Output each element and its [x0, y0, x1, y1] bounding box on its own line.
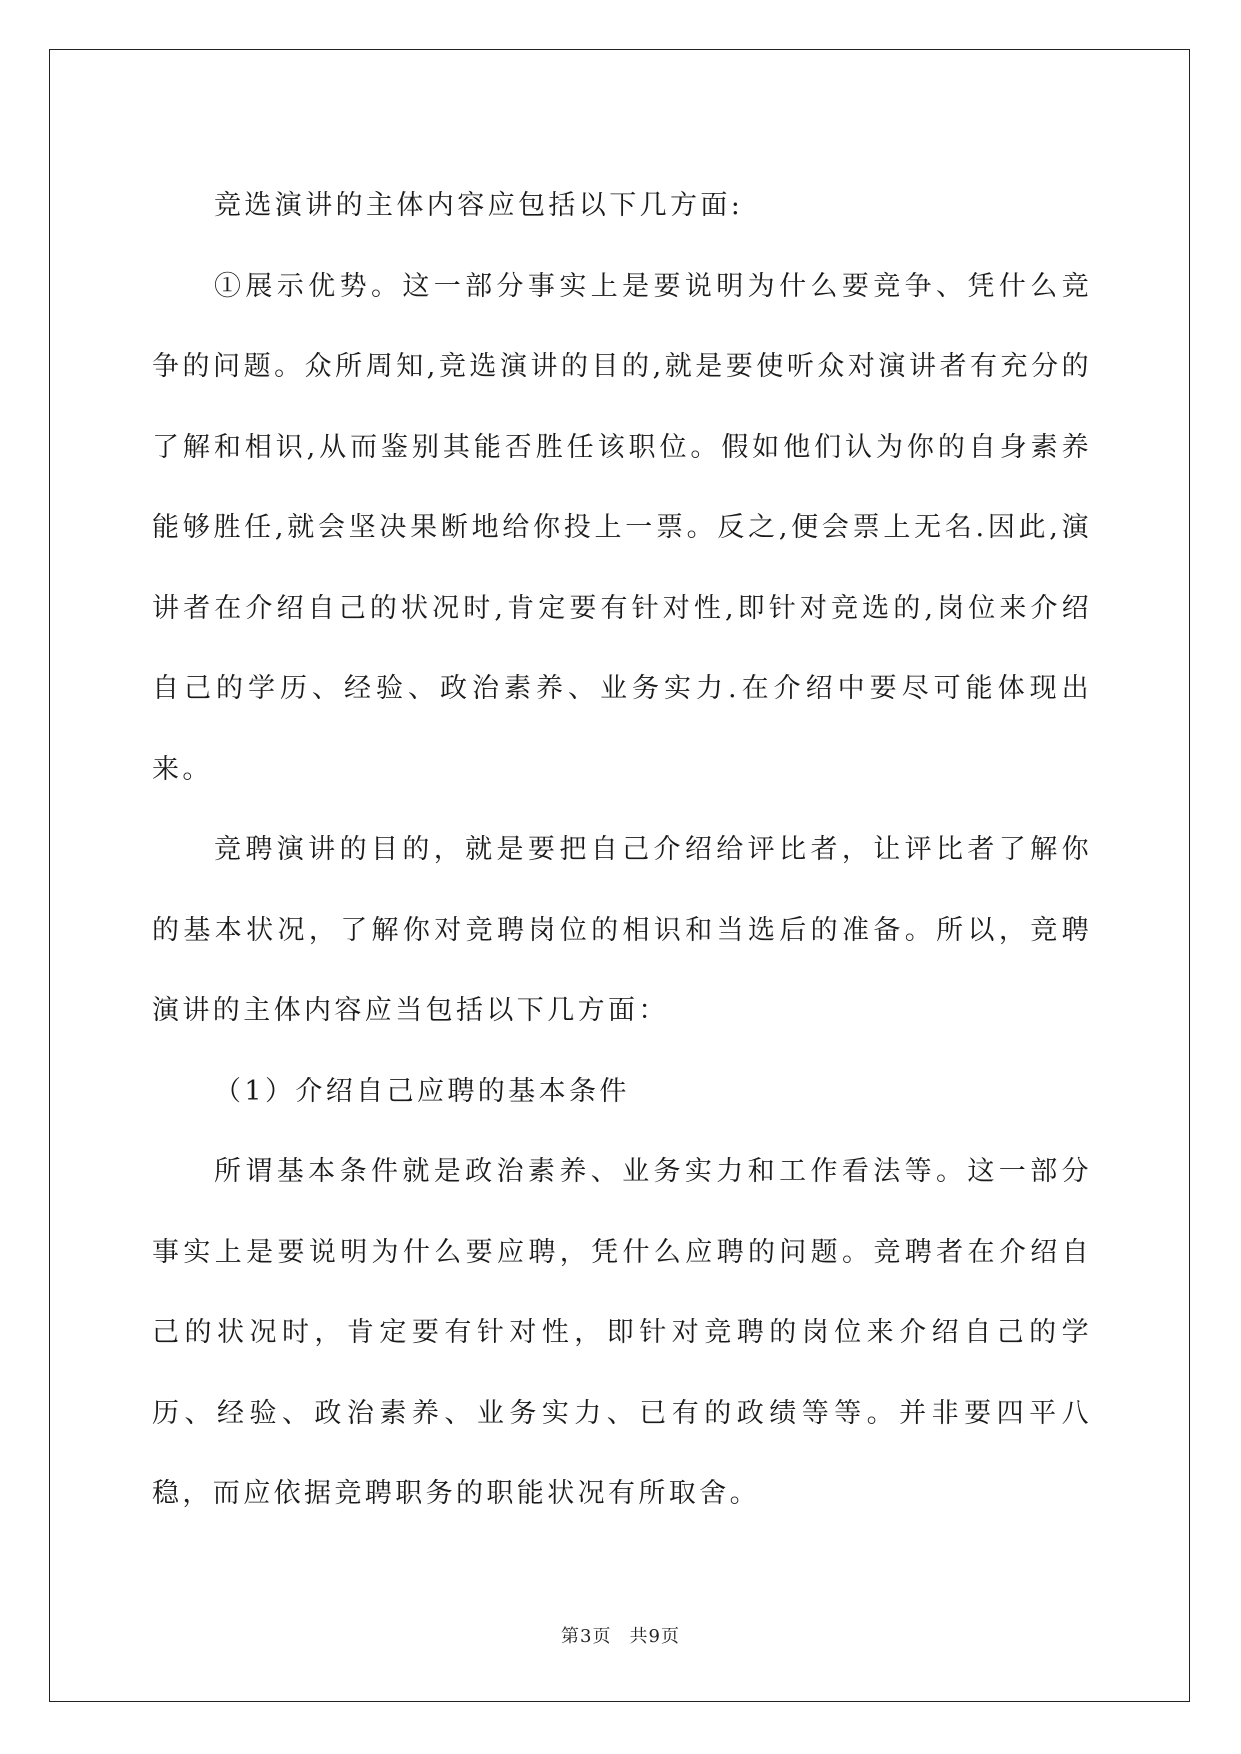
document-body — [152, 164, 1092, 1535]
page-footer — [0, 1622, 1241, 1648]
page-number-total: 共9页 — [629, 1626, 680, 1647]
paragraph-basic-conditions: 所谓基本条件就是政治素养、业务实力和工作看法等。这一部分事实上是要说明为什么要应聘，凭什么应聘的问题。竞聘者在介绍自己的状况时，肯定要有针对性，即针对竞聘的岗位来介绍自己的学历、经验、政治素养、业务实力、已有的政绩等等。并非要四平八稳，而应依据竞聘职务的职能状况有所取舍。 — [152, 1156, 1092, 1509]
paragraph-intro: 竞选演讲的主体内容应包括以下几方面: — [214, 190, 744, 221]
page-number-current: 第3页 — [561, 1626, 612, 1647]
paragraph-show-advantages: ①展示优势。这一部分事实上是要说明为什么要竞争、凭什么竞争的问题。众所周知,竞选演讲的目的,就是要使听众对演讲者有充分的了解和相识,从而鉴别其能否胜任该职位。假如他们认为你的自身素养能够胜任,就会坚决果断地给你投上一票。反之,便会票上无名.因此,演讲者在介绍自己的状况时,肯定要有针对性,即针对竞选的,岗位来介绍自己的学历、经验、政治素养、业务实力.在介绍中要尽可能体现出来。 — [152, 270, 1092, 785]
paragraph-purpose: 竞聘演讲的目的，就是要把自己介绍给评比者，让评比者了解你的基本状况，了解你对竞聘岗位的相识和当选后的准备。所以，竞聘演讲的主体内容应当包括以下几方面： — [152, 834, 1092, 1026]
paragraph-heading-basic-conditions: （1）介绍自己应聘的基本条件 — [214, 1075, 630, 1107]
